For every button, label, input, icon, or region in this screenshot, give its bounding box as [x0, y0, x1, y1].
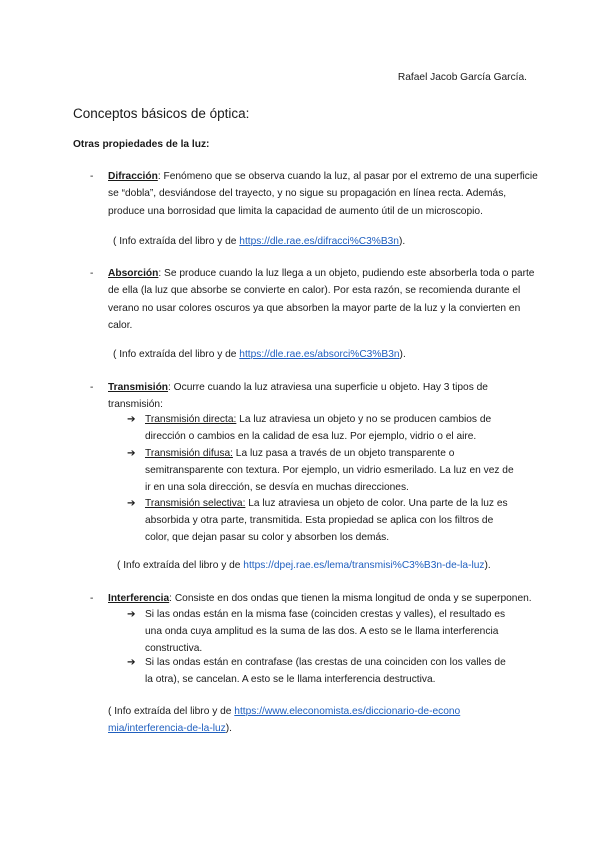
author-name: Rafael Jacob García García. — [397, 72, 527, 83]
absorcion-source — [113, 347, 406, 363]
arrow-icon: ➔ — [127, 414, 136, 425]
bullet-dash: - — [90, 593, 94, 604]
absorcion-link[interactable]: https://dle.rae.es/absorci%C3%B3n — [239, 349, 400, 360]
bullet-dash: - — [90, 382, 94, 393]
difraccion-text: : Fenómeno que se observa cuando la luz, al pasar por el extremo de una superficie se “dobla”, desviándose del trayecto, y no sigue su propagación en línea recta. Además, produce una borrosidad que limita la capacidad de aumento útil de un microscopio. — [108, 171, 538, 217]
difraccion-link[interactable]: https://dle.rae.es/difracci%C3%B3n — [239, 236, 399, 247]
section-subtitle: Otras propiedades de la luz: — [73, 139, 210, 150]
transmision-item-term: Transmisión difusa: — [145, 448, 233, 459]
interferencia-item-destructiva — [127, 655, 515, 689]
transmision-item-difusa — [127, 446, 515, 496]
transmision-item-text: La luz atraviesa un objeto y no se producen cambios de dirección o cambios en la calidad de esa luz. Por ejemplo, vidrio o el aire. — [145, 414, 492, 442]
transmision-paragraph — [108, 379, 538, 414]
interferencia-text: : Consiste en dos ondas que tienen la misma longitud de onda y se superponen. — [169, 593, 532, 604]
difraccion-paragraph — [108, 168, 538, 220]
interferencia-source — [108, 703, 468, 737]
arrow-icon: ➔ — [127, 448, 136, 459]
interferencia-item-constructiva — [127, 607, 515, 657]
transmision-item-directa — [127, 412, 515, 446]
difraccion-term: Difracción — [108, 171, 158, 182]
info-prefix: ( Info extraída del libro y de — [113, 349, 240, 360]
info-prefix: ( Info extraída del libro y de — [113, 236, 240, 247]
interferencia-link[interactable]: https://www.eleconomista.es/diccionario-de-economia/interferencia-de-la-luz — [108, 706, 461, 734]
transmision-item-text: La luz atraviesa un objeto de color. Una parte de la luz es absorbida y otra parte, transmitida. Esta propiedad se aplica con los filtros de color, que dejan pasar su color y absorben los demás. — [145, 498, 508, 543]
arrow-icon: ➔ — [127, 498, 136, 509]
info-prefix: ( Info extraída del libro y de — [117, 560, 244, 571]
interferencia-term: Interferencia — [108, 593, 170, 604]
info-suffix: ). — [399, 349, 406, 360]
transmision-item-selectiva — [127, 496, 515, 546]
transmision-source — [117, 558, 491, 574]
page-title: Conceptos básicos de óptica: — [73, 106, 250, 121]
interferencia-paragraph — [108, 590, 538, 607]
interferencia-item-text: Si las ondas están en contrafase (las crestas de una coinciden con los valles de la otra), se cancelan. A esto se le llama interferencia destructiva. — [145, 657, 506, 685]
info-suffix: ). — [225, 723, 233, 734]
absorcion-paragraph — [108, 265, 538, 335]
absorcion-term: Absorción — [108, 268, 159, 279]
info-suffix: ). — [484, 560, 491, 571]
transmision-term: Transmisión — [108, 382, 169, 393]
transmision-text: : Ocurre cuando la luz atraviesa una superficie u objeto. Hay 3 tipos de transmisión: — [108, 382, 488, 411]
transmision-link[interactable]: https://dpej.rae.es/lema/transmisi%C3%B3n-de-la-luz — [243, 560, 485, 571]
arrow-icon: ➔ — [127, 609, 136, 620]
interferencia-item-text: Si las ondas están en la misma fase (coinciden crestas y valles), el resultado es una onda cuya amplitud es la suma de las dos. A esto se le llama interferencia constructiva. — [145, 609, 506, 654]
transmision-item-text: La luz pasa a través de un objeto transparente o semitransparente con textura. Por ejemplo, un vidrio esmerilado. La luz en vez de ir en una sola dirección, se desvía en muchas direcciones. — [145, 448, 514, 493]
bullet-dash: - — [90, 171, 94, 182]
arrow-icon: ➔ — [127, 657, 136, 668]
transmision-item-term: Transmisión selectiva: — [145, 498, 246, 509]
transmision-item-term: Transmisión directa: — [145, 414, 237, 425]
difraccion-source — [113, 234, 405, 250]
absorcion-text: : Se produce cuando la luz llega a un objeto, pudiendo este absorberla toda o parte de ella (la luz que absorbe se convierte en calor). Por esta razón, se recomienda durante el verano no usar colores oscuros ya que absorben la mayor parte de la luz y la convierten en calor. — [108, 268, 535, 332]
info-prefix: ( Info extraída del libro y de — [108, 706, 235, 717]
info-suffix: ). — [398, 236, 406, 247]
bullet-dash: - — [90, 268, 94, 279]
